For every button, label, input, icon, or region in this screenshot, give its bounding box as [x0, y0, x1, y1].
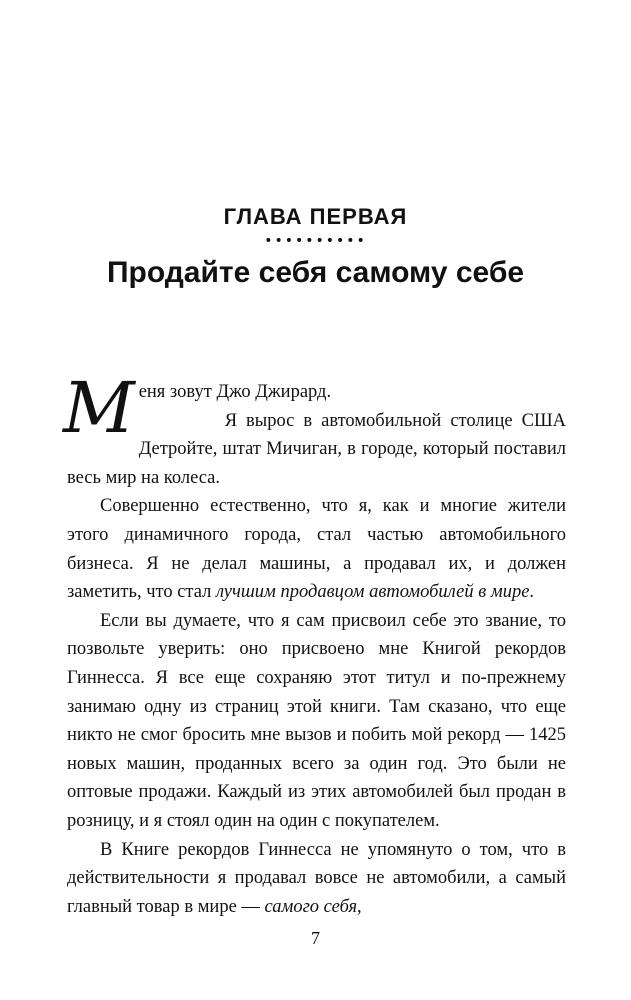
- paragraph-2: [67, 492, 566, 606]
- paragraph-2-text: Совершенно естественно, что я, как и многие жители этого динамичного города, стал частью автомобильного бизнеса. Я не делал машины, а продавал их, и должен заметить, что стал: [67, 496, 566, 603]
- paragraph-4: [67, 836, 566, 922]
- paragraph-4-text: В Книге рекордов Гиннесса не упомянуто о том, что в действительности я продавал вовсе не автомобили, а самый главный товар в мире —: [67, 839, 566, 917]
- paragraph-4-end: ,: [357, 896, 362, 917]
- paragraph-3-text: Если вы думаете, что я сам присвоил себе это звание, то позвольте уверить: оно присвоено мне Книгой рекордов Гиннесса. Я все еще сохраняю этот титул и по-прежнему занимаю одну из страниц этой книги. Там сказано, что еще никто не смог бросить мне вызов и побить мой рекорд — 1425 новых машин, проданных всего за один год. Это были не оптовые продажи. Каждый из этих автомобилей был продан в розницу, и я стоял один на один с покупателем.: [67, 610, 566, 831]
- paragraph-1: [63, 367, 566, 492]
- body-text: [63, 367, 566, 921]
- drop-cap: М: [63, 367, 135, 449]
- chapter-title: Продайте себя самому себе: [106, 256, 525, 289]
- paragraph-2-end: .: [529, 582, 535, 603]
- chapter-label: ГЛАВА ПЕРВАЯ: [223, 204, 408, 229]
- paragraph-3: [67, 607, 566, 836]
- paragraph-1-rest: Я вырос в автомобильной столице США Детройте, штат Мичиган, в городе, который поставил весь мир на колеса.: [67, 410, 566, 488]
- page-number: 7: [311, 928, 320, 948]
- paragraph-4-emphasis: самого себя: [264, 896, 358, 917]
- chapter-ornament: ••••••••••: [264, 233, 367, 249]
- paragraph-1-line-1: еня зовут Джо Джирард.: [138, 382, 332, 402]
- paragraph-2-emphasis: лучшим продавцом автомобилей в мире: [215, 582, 530, 603]
